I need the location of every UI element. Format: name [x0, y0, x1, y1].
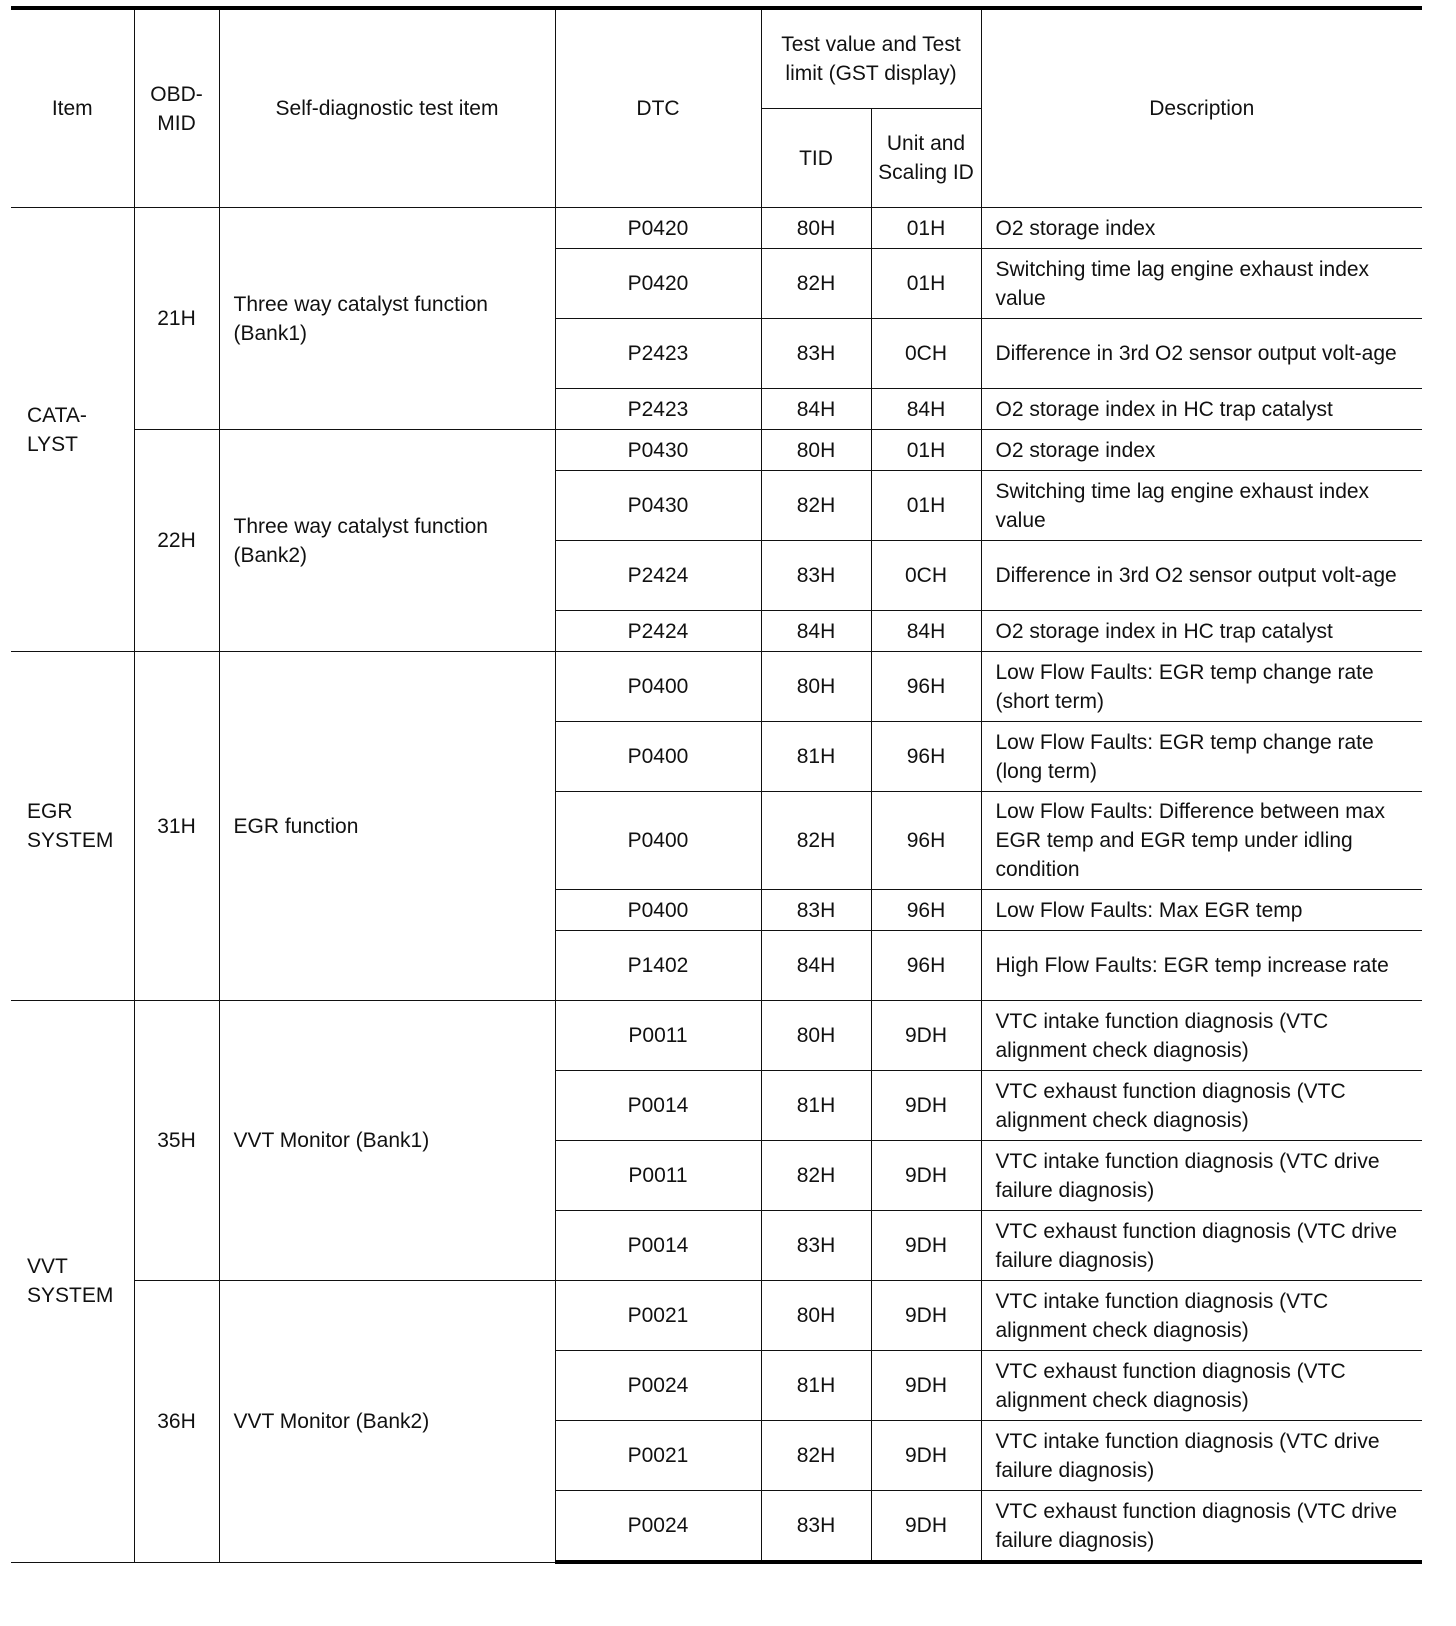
tid-cell: 80H — [761, 1001, 871, 1071]
dtc-cell: P2423 — [555, 319, 761, 389]
header-unit-scaling-id: Unit and Scaling ID — [871, 109, 981, 208]
description-cell: VTC exhaust function diagnosis (VTC alignment check diagnosis) — [981, 1071, 1422, 1141]
header-description: Description — [981, 8, 1422, 208]
obd-mid-cell: 21H — [134, 208, 219, 430]
description-cell: O2 storage index in HC trap catalyst — [981, 389, 1422, 430]
tid-cell: 82H — [761, 1141, 871, 1211]
unit-cell: 9DH — [871, 1141, 981, 1211]
unit-cell: 84H — [871, 389, 981, 430]
tid-cell: 81H — [761, 1071, 871, 1141]
tid-cell: 81H — [761, 1351, 871, 1421]
unit-cell: 9DH — [871, 1211, 981, 1281]
header-obd-mid: OBD-MID — [134, 8, 219, 208]
tid-cell: 83H — [761, 541, 871, 611]
description-cell: Low Flow Faults: Difference between max EGR temp and EGR temp under idling condition — [981, 792, 1422, 890]
table-row — [11, 1281, 1422, 1351]
description-cell: O2 storage index — [981, 208, 1422, 249]
description-cell: Difference in 3rd O2 sensor output volt-age — [981, 541, 1422, 611]
unit-cell: 9DH — [871, 1071, 981, 1141]
tid-cell: 83H — [761, 1491, 871, 1563]
description-cell: VTC intake function diagnosis (VTC alignment check diagnosis) — [981, 1001, 1422, 1071]
description-cell: Low Flow Faults: EGR temp change rate (long term) — [981, 722, 1422, 792]
dtc-cell: P0400 — [555, 722, 761, 792]
description-cell: Low Flow Faults: EGR temp change rate (short term) — [981, 652, 1422, 722]
unit-cell: 01H — [871, 249, 981, 319]
unit-cell: 96H — [871, 652, 981, 722]
unit-cell: 0CH — [871, 319, 981, 389]
tid-cell: 80H — [761, 652, 871, 722]
description-cell: Low Flow Faults: Max EGR temp — [981, 890, 1422, 931]
tid-cell: 83H — [761, 1211, 871, 1281]
header-self-diagnostic-test-item: Self-diagnostic test item — [219, 8, 555, 208]
obd-mid-cell: 35H — [134, 1001, 219, 1281]
dtc-cell: P0021 — [555, 1421, 761, 1491]
unit-cell: 96H — [871, 890, 981, 931]
unit-cell: 96H — [871, 722, 981, 792]
test-item-cell: Three way catalyst function (Bank2) — [219, 430, 555, 652]
tid-cell: 80H — [761, 1281, 871, 1351]
description-cell: VTC exhaust function diagnosis (VTC alignment check diagnosis) — [981, 1351, 1422, 1421]
unit-cell: 9DH — [871, 1491, 981, 1563]
dtc-cell: P0021 — [555, 1281, 761, 1351]
unit-cell: 9DH — [871, 1351, 981, 1421]
tid-cell: 80H — [761, 430, 871, 471]
obd-mid-cell: 22H — [134, 430, 219, 652]
test-item-cell: Three way catalyst function (Bank1) — [219, 208, 555, 430]
obd-mid-cell: 36H — [134, 1281, 219, 1563]
unit-cell: 9DH — [871, 1421, 981, 1491]
unit-cell: 84H — [871, 611, 981, 652]
tid-cell: 80H — [761, 208, 871, 249]
tid-cell: 82H — [761, 1421, 871, 1491]
dtc-cell: P0400 — [555, 652, 761, 722]
dtc-cell: P0014 — [555, 1211, 761, 1281]
unit-cell: 96H — [871, 931, 981, 1001]
tid-cell: 82H — [761, 471, 871, 541]
tid-cell: 82H — [761, 249, 871, 319]
description-cell: Difference in 3rd O2 sensor output volt-age — [981, 319, 1422, 389]
test-item-cell: VVT Monitor (Bank2) — [219, 1281, 555, 1563]
dtc-cell: P0024 — [555, 1351, 761, 1421]
description-cell: O2 storage index in HC trap catalyst — [981, 611, 1422, 652]
obd-test-table — [11, 6, 1422, 1564]
table-row — [11, 1001, 1422, 1071]
dtc-cell: P0024 — [555, 1491, 761, 1563]
tid-cell: 84H — [761, 389, 871, 430]
tid-cell: 84H — [761, 611, 871, 652]
unit-cell: 0CH — [871, 541, 981, 611]
dtc-cell: P0430 — [555, 430, 761, 471]
dtc-cell: P2424 — [555, 611, 761, 652]
header-dtc: DTC — [555, 8, 761, 208]
table-row — [11, 652, 1422, 722]
unit-cell: 9DH — [871, 1001, 981, 1071]
description-cell: Switching time lag engine exhaust index value — [981, 471, 1422, 541]
dtc-cell: P0400 — [555, 792, 761, 890]
description-cell: VTC exhaust function diagnosis (VTC drive failure diagnosis) — [981, 1491, 1422, 1563]
unit-cell: 9DH — [871, 1281, 981, 1351]
tid-cell: 81H — [761, 722, 871, 792]
tid-cell: 83H — [761, 319, 871, 389]
test-item-cell: VVT Monitor (Bank1) — [219, 1001, 555, 1281]
item-cell: EGR SYSTEM — [11, 652, 134, 1001]
dtc-cell: P0011 — [555, 1141, 761, 1211]
description-cell: VTC intake function diagnosis (VTC alignment check diagnosis) — [981, 1281, 1422, 1351]
obd-mid-cell: 31H — [134, 652, 219, 1001]
dtc-cell: P1402 — [555, 931, 761, 1001]
dtc-cell: P0420 — [555, 208, 761, 249]
dtc-cell: P0011 — [555, 1001, 761, 1071]
tid-cell: 83H — [761, 890, 871, 931]
description-cell: VTC intake function diagnosis (VTC drive failure diagnosis) — [981, 1141, 1422, 1211]
description-cell: VTC exhaust function diagnosis (VTC drive failure diagnosis) — [981, 1211, 1422, 1281]
header-test-value-and-limit: Test value and Test limit (GST display) — [761, 8, 981, 109]
item-cell: CATA-LYST — [11, 208, 134, 652]
description-cell: Switching time lag engine exhaust index value — [981, 249, 1422, 319]
unit-cell: 01H — [871, 430, 981, 471]
unit-cell: 96H — [871, 792, 981, 890]
test-item-cell: EGR function — [219, 652, 555, 1001]
header-tid: TID — [761, 109, 871, 208]
description-cell: VTC intake function diagnosis (VTC drive failure diagnosis) — [981, 1421, 1422, 1491]
unit-cell: 01H — [871, 471, 981, 541]
dtc-cell: P0400 — [555, 890, 761, 931]
dtc-cell: P2423 — [555, 389, 761, 430]
tid-cell: 82H — [761, 792, 871, 890]
header-item: Item — [11, 8, 134, 208]
description-cell: O2 storage index — [981, 430, 1422, 471]
dtc-cell: P0430 — [555, 471, 761, 541]
unit-cell: 01H — [871, 208, 981, 249]
dtc-cell: P0014 — [555, 1071, 761, 1141]
dtc-cell: P2424 — [555, 541, 761, 611]
description-cell: High Flow Faults: EGR temp increase rate — [981, 931, 1422, 1001]
item-cell: VVT SYSTEM — [11, 1001, 134, 1563]
table-row — [11, 208, 1422, 249]
tid-cell: 84H — [761, 931, 871, 1001]
table-row — [11, 430, 1422, 471]
dtc-cell: P0420 — [555, 249, 761, 319]
